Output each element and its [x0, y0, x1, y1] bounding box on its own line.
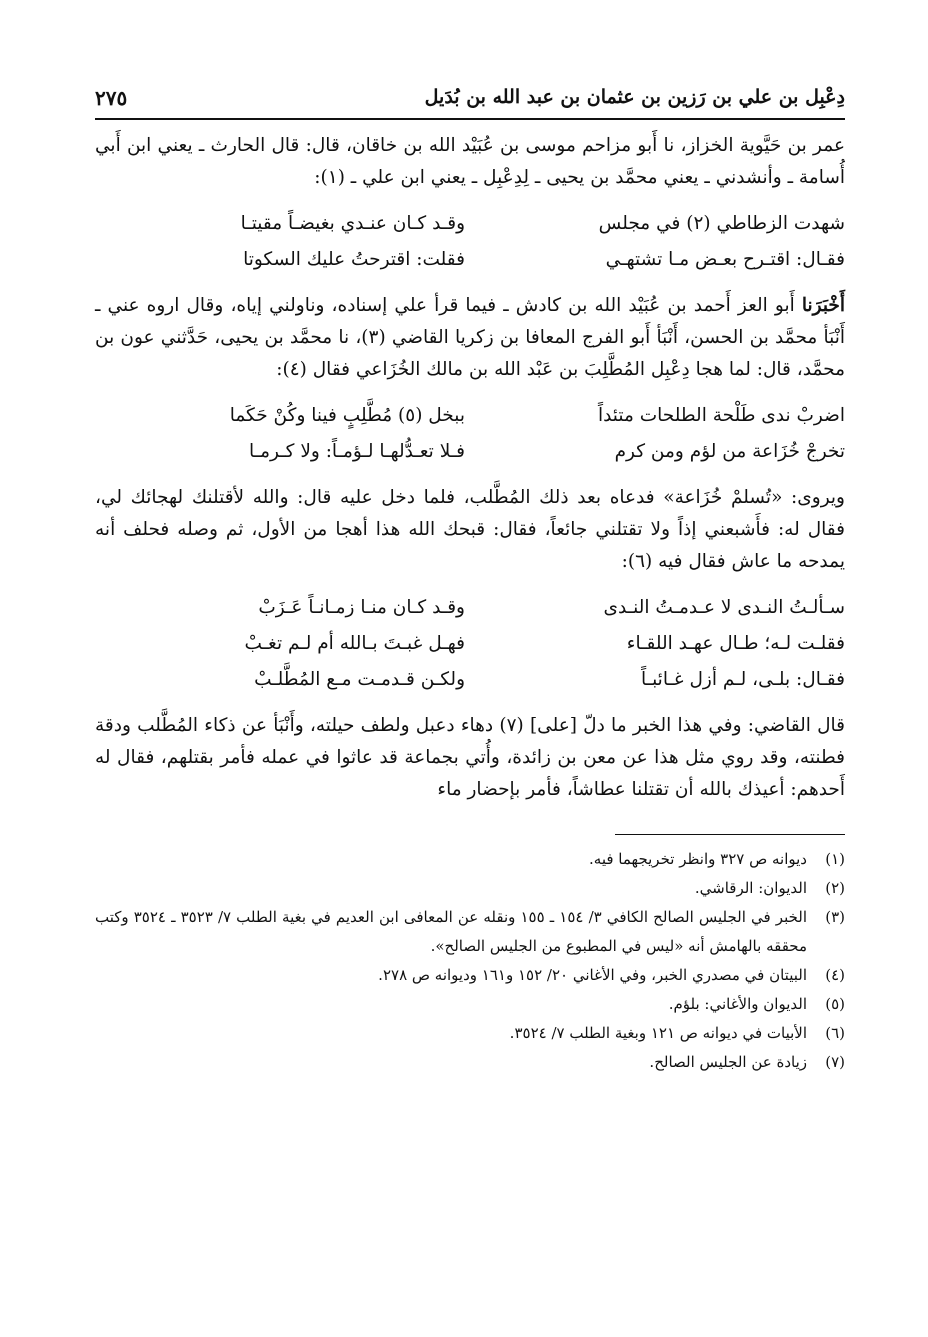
page-header — [95, 78, 845, 120]
verse-first-hemistich: فقـال: اقتـرح بعـض مـا تشتهـي — [605, 249, 845, 270]
footnote-number: (٤) — [825, 966, 845, 984]
footnote — [95, 845, 845, 874]
footnote-divider — [615, 834, 845, 835]
footnotes — [95, 845, 845, 1077]
verse-second-hemistich: فـلا تعـدُّلهـا لـؤمـاً: ولا كـرمـا — [249, 441, 465, 462]
footnote-text: البيتان في مصدري الخبر، وفي الأغاني ٢٠/ ١٥٢ و١٦١ وديوانه ص ٢٧٨. — [378, 966, 807, 984]
akhbarana-lead: أَخْبَرَنا — [801, 295, 845, 316]
verse-first-hemistich: سـألـتُ النـدى لا عـدمـتُ النـدى — [603, 597, 845, 618]
verse-first-hemistich: فقلـت لـه؛ طـال عهـد اللقـاء — [626, 633, 845, 654]
main-text — [95, 130, 845, 806]
verse-second-hemistich: ولكـن قـدمـت مـع المُطَّلـبْ — [254, 669, 465, 690]
verse-line — [95, 206, 845, 242]
footnote-text: الأبيات في ديوانه ص ١٢١ وبغية الطلب ٧/ ٣٥٢٤. — [509, 1024, 807, 1042]
verse-block-1 — [95, 206, 845, 278]
footnote-text: الخبر في الجليس الصالح الكافي ٣/ ١٥٤ ـ ١٥٥ ونقله عن المعافى ابن العديم في بغية الطلب ٧/ ٣٥٢٣ ـ ٣٥٢٤ وكتب محققه بالهامش أنه «ليس في المطبوع من الجليس الصالح». — [95, 908, 808, 955]
running-title: دِعْبِل بن علي بن رَزين بن عثمان بن عبد الله بن بُدَيل — [424, 86, 845, 108]
footnote — [95, 1019, 845, 1048]
paragraph-2-text: أَبو العز أَحمد بن عُبَيْد الله بن كادش ـ فيما قرأ علي إسناده، وناولني إياه، وقال اروه عني ـ أَنْبَأ محمَّد بن الحسن، أَنْبَأ أَبو الفرج المعافا بن زكريا القاضي (٣)، نا محمَّد بن يحيى، حَدَّثني عون بن محمَّد، قال: لما هجا دِعْبِل المُطَّلِبَ بن عَبْد الله بن مالك الخُزَاعي فقال (٤): — [95, 295, 845, 380]
verse-line — [95, 434, 845, 470]
verse-second-hemistich: وقـد كـان عنـدي بغيضـاً مقيتـا — [240, 213, 465, 234]
verse-second-hemistich: فهـل غبـتَ بـالله أم لـم تغـبْ — [244, 633, 465, 654]
verse-second-hemistich: ببخل (٥) مُطَّلِبٍ فينا وكُنْ حَكَما — [229, 405, 465, 426]
verse-line — [95, 242, 845, 278]
footnote-text: زيادة عن الجليس الصالح. — [649, 1053, 807, 1071]
footnote — [95, 990, 845, 1019]
verse-second-hemistich: فقلت: اقترحتُ عليك السكوتا — [243, 249, 465, 270]
book-page — [95, 78, 845, 1077]
verse-first-hemistich: شهدت الزطاطي (٢) في مجلس — [598, 213, 845, 234]
verse-line — [95, 626, 845, 662]
verse-first-hemistich: اضربْ ندى طَلْحة الطلحات متئداً — [597, 405, 845, 426]
footnote-number: (٦) — [825, 1024, 845, 1042]
verse-first-hemistich: فقـال: بلـى، لـم أزل غـائبـاً — [641, 669, 845, 690]
verse-block-2 — [95, 398, 845, 470]
footnote-number: (١) — [825, 850, 845, 868]
verse-first-hemistich: تخرجْ خُزَاعة من لؤم ومن كرم — [614, 441, 845, 462]
paragraph-3: ويروى: «تُسلمْ خُزَاعة» فدعاه بعد ذلك المُطَّلب، فلما دخل عليه قال: والله لأقتلنك لهجائك لي، فقال له: فأَشبعني إذاً ولا تقتلني جائعاً، فقال: قبحك الله هذا أهجا من الأول، ثم وصله فحلف أنه يمدحه ما عاش فقال فيه (٦): — [95, 487, 845, 572]
verse-second-hemistich: وقـد كـان منـا زمـانـاً عَـزَبْ — [258, 597, 465, 618]
paragraph-1: عمر بن حَيَّوية الخزاز، نا أَبو مزاحم موسى بن عُبَيْد الله بن خاقان، قال: قال الحارث ـ يعني ابن أَبي أُسامة ـ وأنشدني ـ يعني محمَّد بن يحيى ـ لِدِعْبِل ـ يعني ابن علي ـ (١): — [95, 135, 845, 188]
footnote-number: (٣) — [825, 908, 845, 926]
footnote — [95, 874, 845, 903]
footnote-number: (٢) — [825, 879, 845, 897]
verse-line — [95, 398, 845, 434]
footnote — [95, 903, 845, 961]
paragraph-2 — [95, 290, 845, 386]
verse-line — [95, 590, 845, 626]
footnote-number: (٧) — [825, 1053, 845, 1071]
footnote — [95, 1048, 845, 1077]
footnote-number: (٥) — [825, 995, 845, 1013]
footnote-text: ديوانه ص ٣٢٧ وانظر تخريجهما فيه. — [589, 850, 807, 868]
footnote-text: الديوان والأغاني: بلؤم. — [668, 995, 807, 1013]
footnote-text: الديوان: الرقاشي. — [694, 879, 807, 897]
footnote — [95, 961, 845, 990]
page-number: ٢٧٥ — [95, 86, 128, 110]
verse-block-3 — [95, 590, 845, 698]
verse-line — [95, 662, 845, 698]
paragraph-4: قال القاضي: وفي هذا الخبر ما دلّ [على] (٧) دهاء دعبل ولطف حيلته، وأَنْبَأ عن ذكاء المُطَّلب ودقة فطنته، وقد روي مثل هذا عن معن بن زائدة، وأُتي بجماعة قد عاثوا في عمله فأمر بقتلهم، فقال له أَحدهم: أعيذك بالله أن تقتلنا عطاشاً، فأمر بإحضار ماء — [95, 715, 845, 800]
